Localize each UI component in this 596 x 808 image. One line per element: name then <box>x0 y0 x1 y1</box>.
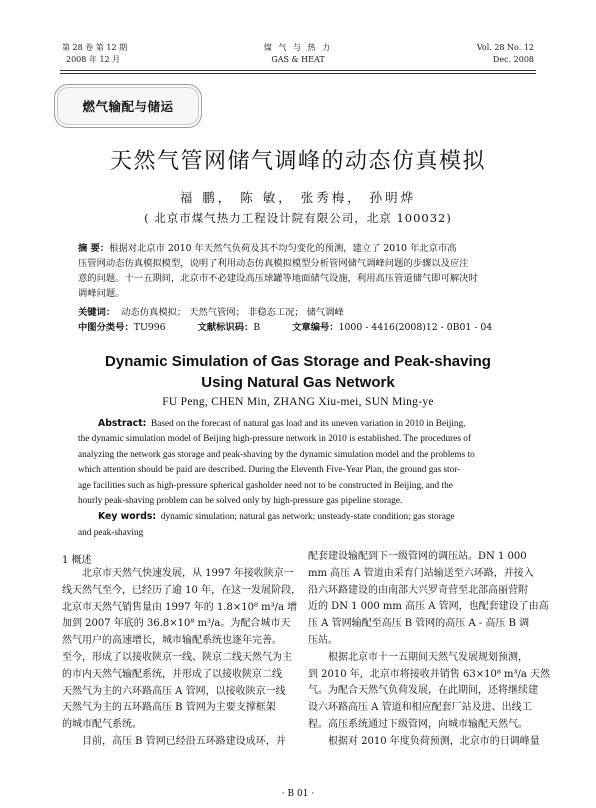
article-no-label: 文章编号： <box>292 322 339 333</box>
keywords-cn <box>78 305 344 320</box>
abstract-en-line: which attention should be paid are described. During the Eleventh Five-Year Plan, the ground gas stor- <box>78 465 461 476</box>
body-line: 根据对 2010 年度负荷预测，北京市的日调峰量 <box>328 735 540 747</box>
body-line: 至今，形成了以接收陕京一线、陕京二线天然气为主 <box>62 651 292 663</box>
section-heading: 1 概述 <box>62 555 92 566</box>
section-badge-label: 燃气输配与储运 <box>82 99 174 114</box>
body-line: 沿六环路建设的由南部大兴罗奇营至北部高丽营附 <box>308 584 528 596</box>
keywords-cn-label: 关键词： <box>78 307 116 318</box>
body-line: 配套建设输配到下一级管网的调压站。DN 1 000 <box>308 551 527 562</box>
affiliation-cn: ( 北京市煤气热力工程设计院有限公司，北京 100032) <box>144 211 452 225</box>
authors-cn: 福 鹏， 陈 敏， 张秀梅， 孙明烨 <box>179 190 417 205</box>
abstract-en-line: the dynamic simulation model of Beijing high-pressure network in 2010 is established. The procedures of <box>78 434 472 445</box>
right-column <box>308 549 551 751</box>
paper-title-en-line2: Using Natural Gas Network <box>201 374 395 391</box>
page-number: · B 01 · <box>281 789 315 799</box>
abstract-cn <box>78 241 520 301</box>
article-no-value: 1000 - 4416(2008)12 - 0B01 - 04 <box>338 322 493 333</box>
body-line: 天然气为主的五环路高压 B 管网为主要支撑框架 <box>62 702 276 714</box>
body-line: 压站。 <box>308 634 338 646</box>
publication-date: 2008 年 12 月 <box>66 55 121 64</box>
abstract-en <box>78 416 520 541</box>
publication-date-en: Dec. 2008 <box>492 55 534 64</box>
body-line: 压 A 管网输配至高压 B 管网的高压 A - 高压 B 调 <box>308 618 530 630</box>
body-line: 北京市天然气快速发展，从 1997 年接收陕京一 <box>82 568 294 579</box>
keywords-en-line: and peak-shaving <box>78 527 144 538</box>
authors-en: FU Peng, CHEN Min, ZHANG Xiu-mei, SUN Ming-ye <box>162 396 434 408</box>
body-line: 目前，高压 B 管网已经沿五环路建设成环，并 <box>82 735 286 747</box>
abstract-en-line: hourly peak-shaving problem can be solved only by high-pressure gas pipeline storage. <box>78 496 403 507</box>
abstract-cn-label: 摘 要： <box>78 243 110 254</box>
journal-name-en: GAS & HEAT <box>271 55 325 64</box>
body-line: 的城市配气系统。 <box>62 719 142 731</box>
doc-code-label: 文献标识码： <box>197 322 254 333</box>
body-line: 程。高压系统通过下级管网，向城市输配天然气。 <box>308 718 528 730</box>
body-line: 设六环路高压 A 管道和相应配套厂站及进、出线工 <box>308 702 532 714</box>
clc-value: TU996 <box>133 322 166 333</box>
volume-issue: 第 28 卷 第 12 期 <box>62 43 128 52</box>
clc-label: 中图分类号： <box>78 322 134 333</box>
body-line: 的市内天然气输配系统，并形成了以接收陕京二线 <box>62 668 282 680</box>
body-line: 天然气为主的六环路高压 A 管网，以接收陕京一线 <box>62 685 286 697</box>
classification-cn <box>78 320 492 335</box>
header-rule-top <box>60 70 536 71</box>
abstract-en-label: Abstract: <box>98 418 147 429</box>
keywords-cn-text: 动态仿真模拟； 天然气管网； 非稳态工况； 储气调峰 <box>121 307 344 318</box>
paper-title-en-line1: Dynamic Simulation of Gas Storage and Peak-shaving <box>105 353 491 370</box>
left-column <box>62 566 302 751</box>
abstract-cn-line: 根据对北京市 2010 年天然气负荷及其不均匀变化的预测，建立了 2010 年北京市高 <box>109 243 457 254</box>
header-rule-bottom <box>60 73 536 74</box>
body-line: 北京市天然气销售量由 1997 年的 1.8×10⁸ m³/a 增 <box>62 601 298 613</box>
body-line: 到 2010 年，北京市将接收并销售 63×10⁸ m³/a 天然 <box>308 668 551 680</box>
header-left <box>62 42 127 66</box>
volume-issue-en: Vol. 28 No. 12 <box>476 43 534 52</box>
header-right <box>477 42 534 66</box>
section-badge <box>54 84 202 128</box>
paper-title-cn: 天然气管网储气调峰的动态仿真模拟 <box>109 149 486 174</box>
body-line: 近的 DN 1 000 mm 高压 A 管网，也配套建设了由高 <box>308 601 549 613</box>
keywords-en-line: dynamic simulation; natural gas network; unsteady-state condition; gas storage <box>160 512 455 523</box>
header-center <box>198 42 398 66</box>
body-line: 线天然气至今，已经历了逾 10 年，在这一发展阶段， <box>62 584 302 596</box>
abstract-en-line: Based on the forecast of natural gas load and its uneven variation in 2010 in Beijing, <box>151 419 466 429</box>
abstract-cn-line: 意的问题。十一五期间，北京市不必建设高压球罐等地面储气设施，利用高压管道储气即可解决时 <box>78 273 478 284</box>
body-line: 气。为配合天然气负荷发展，在此期间，还将继续建 <box>308 685 538 697</box>
abstract-en-line: analyzing the network gas storage and peak-shaving by the dynamic simulation model and the problems to <box>78 449 475 460</box>
body-line: mm 高压 A 管道由采育门站输送至六环路，并接入 <box>308 567 534 579</box>
journal-name-cn: 煤 气 与 热 力 <box>263 43 333 52</box>
abstract-en-line: age facilities such as high-pressure spherical gasholder need not to be constructed in Beijing, and the <box>78 480 453 491</box>
body-line: 加到 2007 年底的 36.8×10⁸ m³/a。为配合城市天 <box>62 618 291 630</box>
body-line: 根据北京市十一五期间天然气发展规划预测， <box>328 651 528 663</box>
body-line: 然气用户的高速增长，城市输配系统也逐年完善。 <box>62 635 282 647</box>
keywords-en-label: Key words: <box>98 511 157 523</box>
abstract-cn-line: 调峰问题。 <box>78 288 125 299</box>
doc-code-value: B <box>253 322 261 333</box>
abstract-cn-line: 压管网动态仿真模拟模型，说明了利用动态仿真模拟模型分析管网储气调峰问题的步骤以及应注 <box>78 258 469 269</box>
